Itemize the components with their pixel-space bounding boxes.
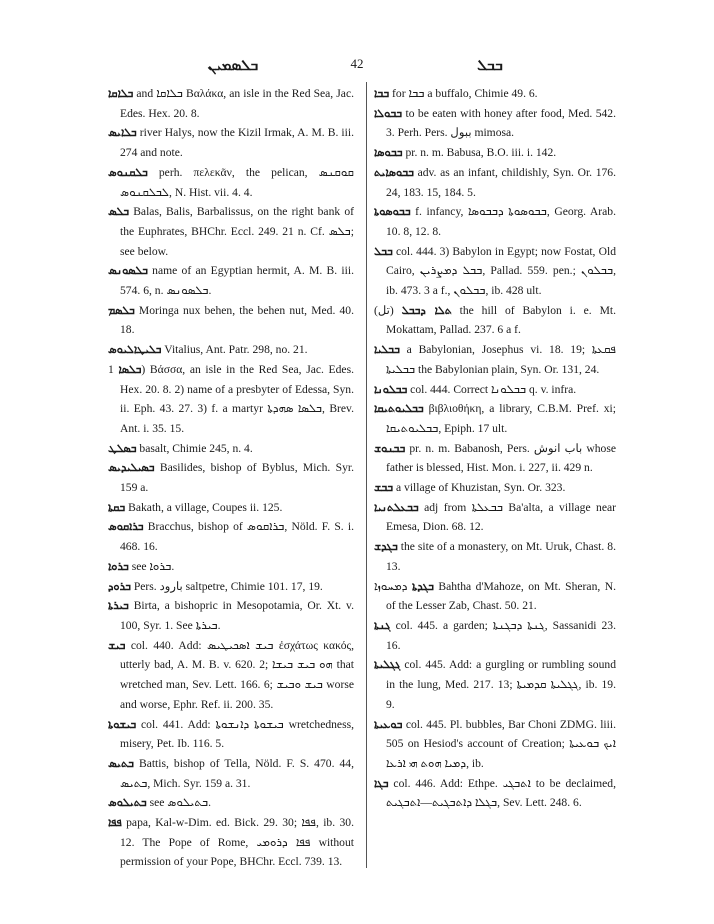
entry-definition: col. 444. Correct ܒܒܠܘܢܐ q. v. infra. xyxy=(407,382,577,396)
dictionary-entry xyxy=(374,242,616,301)
entry-definition: adv. as an infant, childishly, Syn. Or. 176. 24, 183. 15, 184. 5. xyxy=(386,165,616,199)
entry-lemma: ܓܢܬܐ xyxy=(374,618,391,632)
entry-definition: see ܒܬܝܠܘܣ. xyxy=(146,796,211,810)
entry-lemma: ܒܓܕܬܐ xyxy=(411,579,434,593)
entry-definition: col. 441. Add: ܒܝܫܘܬܐ ܕܐܢܫܘܬܐ wretchedness, misery, Pet. Ib. 116. 5. xyxy=(120,717,354,751)
dictionary-entry xyxy=(374,498,616,537)
entry-definition: ܕܡܚܘܙܐ Bahtha d'Mahoze, on Mt. Sheran, N. of the Lesser Zab, Chast. 50. 21. xyxy=(374,579,616,613)
entry-lemma: ܒܓܕܫ xyxy=(374,540,398,554)
entry-definition: a village of Khuzistan, Syn. Or. 323. xyxy=(393,481,566,495)
entry-definition: river Halys, now the Kizil Irmak, A. M. B. iii. 274 and note. xyxy=(120,126,354,160)
entry-definition: col. 445. Add: a gurgling or rumbling sound in the lung, Med. 217. 13; ܓܓܠܝܬܐ ܩܕܡܝܬܐ, ib. 19. 9. xyxy=(386,658,616,711)
running-head-right: ܒܒܠ xyxy=(477,56,503,74)
entry-lemma: ܒܒܘܠܐ xyxy=(374,106,403,120)
dictionary-entry xyxy=(374,143,616,163)
entry-definition: col. 445. Pl. bubbles, Bar Choni ZDMG. liii. 505 on Hesiod's account of Creation; ܐܝܟ ܒܘܥܝܬܐ ܕܡܝܐ ܗܘܬ ܗܝ ܐܪܥܐ, ib. xyxy=(386,717,616,770)
entry-definition: f. infancy, ܒܒܘܣܘܬܐ ܕܒܒܘܣܐ, Georg. Arab. 10. 8, 12. 8. xyxy=(386,205,617,238)
entry-lemma: ܒܒܢܘܫ xyxy=(374,441,406,455)
dictionary-entry xyxy=(108,458,354,497)
entry-lemma: ܒܒܠܝܘܬܝܩܐ xyxy=(374,402,424,416)
entry-definition: Vitalius, Ant. Patr. 298, no. 21. xyxy=(161,343,308,357)
entry-lemma: ܒܒܠ xyxy=(374,244,393,258)
entry-lemma: ܒܪܘܐ xyxy=(108,559,129,573)
entry-definition: the site of a monastery, on Mt. Uruk, Chast. 8. 13. xyxy=(386,540,616,573)
dictionary-entry xyxy=(108,301,354,340)
dictionary-entry xyxy=(374,616,616,655)
dictionary-entry xyxy=(374,439,616,478)
entry-lemma: ܒܘܥܝܬܐ xyxy=(374,717,403,731)
entry-lemma: ܒܠܣܡ xyxy=(108,303,135,317)
entry-definition: pr. n. m. Babusa, B.O. iii. i. 142. xyxy=(402,146,557,160)
dictionary-entry xyxy=(374,163,616,202)
dictionary-entry xyxy=(108,123,354,162)
entry-lemma: ܒܠܣܘܢܣ xyxy=(108,264,148,278)
dictionary-entry xyxy=(374,380,616,400)
entry-lemma: ܓܓܠܝܬܐ xyxy=(374,658,401,672)
column-divider xyxy=(366,82,367,868)
entry-lemma: ܒܝܫܘܬܐ xyxy=(108,717,137,731)
entry-lemma: ܒܝܫ xyxy=(108,638,126,652)
entry-definition: pr. n. m. Babanosh, Pers. باب انوش whose father is blessed, Hist. Mon. i. 227, ii. 429 n. xyxy=(386,441,617,475)
entry-definition: Basilides, bishop of Byblus, Mich. Syr. 159 a. xyxy=(120,461,354,495)
dictionary-entry xyxy=(108,715,354,754)
entry-definition: βιβλιοθήκη, a library, C.B.M. Pref. xi; ܒܒܠܝܘܬܝܩܐ, Epiph. 17 ult. xyxy=(386,402,616,435)
entry-lemma: ܒܪܘܕ xyxy=(108,579,131,593)
dictionary-entry xyxy=(374,202,616,241)
entry-definition: name of an Egyptian hermit, A. M. B. iii. 574. 6, n. ܒܠܣܘܢܣ. xyxy=(120,264,354,298)
entry-lemma: ܒܒܫ xyxy=(374,481,394,495)
entry-lemma: ܒܠܝܛܐܠܝܘܣ xyxy=(108,343,162,357)
entry-definition: papa, Kal-w-Dim. ed. Bick. 29. 30; ܦܦܐ, ib. 30. 12. The Pope of Rome, ܦܦܐ ܕܪܘܡܝ without permission of your Pope, BHChr. Eccl. 739. 13. xyxy=(120,816,354,869)
entry-definition: col. 446. Add: Ethpe. ܐܬܒܓܝ to be declaimed, ܒܓܠܐ ܕܐܬܒܓܝܬ—ܐܬܒܓܝܬ, Sev. Lett. 248. 6. xyxy=(386,776,616,810)
dictionary-entry xyxy=(108,754,354,793)
entry-lemma: ܒܒܐ xyxy=(374,87,390,100)
dictionary-entry xyxy=(374,537,616,576)
entry-lemma: ܒܠܩܢܘܣ xyxy=(108,165,148,179)
entry-definition: Moringa nux behen, the behen nut, Med. 40. 18. xyxy=(120,303,354,337)
entry-lemma: ܒܬܝܣ xyxy=(108,756,134,770)
dictionary-entry xyxy=(108,557,354,577)
entry-lemma: ܒܣܠܛ xyxy=(108,441,137,455)
entry-lemma: ܒܠܣ xyxy=(108,205,130,219)
entry-definition: Bakath, a village, Coupes ii. 125. xyxy=(125,500,283,514)
entry-lemma: ܒܒܘܣܐ xyxy=(374,146,403,160)
entry-lemma: ܒܒܥܠܬܢܝܐ xyxy=(374,500,419,514)
entry-lemma: ܬܠܐ ܕܒܒܠ xyxy=(401,303,452,317)
entry-lemma: ܒܬܝܠܘܣ xyxy=(108,796,147,810)
entry-definition: Battis, bishop of Tella, Nöld. F. S. 470. 44, ܒܬܝܣ, Mich. Syr. 159 a. 31. xyxy=(120,756,354,790)
dictionary-entry xyxy=(374,84,616,104)
entry-definition: 1) Βάσσα, an isle in the Red Sea, Jac. Edes. Hex. 20. 8. 2) name of a presbyter of Edessa, Syn. ii. Eph. 43. 27. 3) f. a martyr ܒܠܣܐ ܣܗܕܬܐ, Brev. Ant. i. 35. 15. xyxy=(108,362,354,435)
entry-lemma: ܒܝܪܬܐ xyxy=(108,599,129,613)
dictionary-entry xyxy=(108,793,354,813)
right-column xyxy=(374,84,616,813)
dictionary-entry xyxy=(108,163,354,202)
dictionary-entry xyxy=(374,301,616,340)
dictionary-entry xyxy=(108,439,354,459)
entry-lemma: ܦܦܐ xyxy=(108,816,122,830)
entry-definition: basalt, Chimie 245, n. 4. xyxy=(136,441,253,455)
entry-lemma: ܒܠܐܩܐ xyxy=(108,87,134,100)
dictionary-entry xyxy=(108,636,354,715)
dictionary-entry xyxy=(108,261,354,300)
entry-definition: for ܒܒܐ a buffalo, Chimie 49. 6. xyxy=(389,87,538,100)
entry-definition: col. 445. a garden; ܓܢܬܐ ܕܒܓܢܬܐ, Sassanidi 23. 16. xyxy=(386,618,616,652)
dictionary-entry xyxy=(108,498,354,518)
dictionary-entry xyxy=(108,596,354,635)
dictionary-entry xyxy=(374,715,616,774)
entry-definition: Bracchus, bishop of ܒܪܐܩܘܣ, Nöld. F. S. i. 468. 16. xyxy=(120,520,354,554)
entry-definition: col. 444. 3) Babylon in Egypt; now Fostat, Old Cairo, ܒܒܠ ܕܡܨܪܝܢ, Pallad. 559. pen.; ܒܒܠܘܢ, ib. 473. 3 a f., ܒܒܠܘܢ, ib. 428 ult. xyxy=(386,244,616,298)
entry-lemma: ܒܓܐ xyxy=(374,776,389,790)
dictionary-entry xyxy=(108,813,354,872)
page-number: 42 xyxy=(350,56,364,71)
entry-lemma: ܒܩܬܐ xyxy=(108,500,126,514)
entry-definition: Pers. بارود saltpetre, Chimie 101. 17, 19. xyxy=(130,579,323,593)
entry-lemma: ܒܒܠܝܐ xyxy=(374,343,400,357)
dictionary-entry xyxy=(374,577,616,616)
entry-definition: and ܒܠܐܩܐ Βαλάκα, an isle in the Red Sea, Jac. Edes. Hex. 20. 8. xyxy=(120,87,354,120)
entry-lemma: ܒܪܐܩܘܣ xyxy=(108,520,144,534)
entry-definition: (تل) the hill of Babylon i. e. Mt. Mokattam, Pallad. 237. 6 a f. xyxy=(374,303,616,337)
entry-lemma: ܒܠܐܝܣ xyxy=(108,126,137,140)
entry-lemma: ܒܣܝܠܝܕܝܣ xyxy=(108,461,155,475)
entry-lemma: ܒܒܠܘܢܐ xyxy=(374,382,408,396)
dictionary-entry xyxy=(374,104,616,143)
dictionary-entry xyxy=(108,84,354,123)
entry-lemma: ܒܒܘܣܘܬܐ xyxy=(374,205,411,219)
dictionary-entry xyxy=(374,399,616,438)
entry-definition: adj from ܒܒܥܠܬܐ Ba'alta, a village near Emesa, Dion. 68. 12. xyxy=(386,500,616,534)
entry-definition: see ܒܪܘܐ. xyxy=(128,559,175,573)
entry-definition: Birta, a bishopric in Mesopotamia, Or. Xt. v. 100, Syr. 1. See ܒܝܪܬܐ. xyxy=(120,599,354,632)
left-column xyxy=(108,84,354,872)
entry-lemma: ܒܠܣܐ xyxy=(118,362,142,376)
dictionary-entry xyxy=(374,774,616,813)
dictionary-entry xyxy=(108,360,354,439)
dictionary-entry xyxy=(108,340,354,360)
dictionary-entry xyxy=(374,478,616,498)
running-head-left: ܒܠܣܡܝܢ xyxy=(207,56,259,74)
entry-lemma: ܒܒܘܣܐܝܬ xyxy=(374,165,414,179)
entry-definition: col. 440. Add: ܒܝܫ ܐܣܟܝܛܝܣ ἐσχάτως κακός, utterly bad, A. M. B. v. 620. 2; ܗܘ ܒܝܫ ܒܝܫܐ that wretched man, Sev. Lett. 166. 6; ܒܝܫ ܘܒܝܫ worse and worse, Ephr. Ref. ii. 200. 35. xyxy=(120,638,354,711)
dictionary-entry xyxy=(108,577,354,597)
entry-definition: perh. πελεκᾶν, the pelican, ܩܘܩܢܣ ܠܒܠܩܢܘܣ, N. Hist. vii. 4. 4. xyxy=(120,165,354,199)
dictionary-entry xyxy=(374,655,616,714)
dictionary-entry xyxy=(108,202,354,261)
entry-definition: Balas, Balis, Barbalissus, on the right bank of the Euphrates, BHChr. Eccl. 249. 21 n. Cf. ܒܠܣ; see below. xyxy=(120,205,354,258)
entry-definition: to be eaten with honey after food, Med. 542. 3. Perh. Pers. ببول mimosa. xyxy=(386,106,616,140)
entry-definition: a Babylonian, Josephus vi. 18. 19; ܦܩܥܬܐ ܒܒܠܝܬܐ the Babylonian plain, Syn. Or. 131, 24. xyxy=(386,343,616,376)
dictionary-entry xyxy=(374,340,616,379)
dictionary-entry xyxy=(108,517,354,556)
